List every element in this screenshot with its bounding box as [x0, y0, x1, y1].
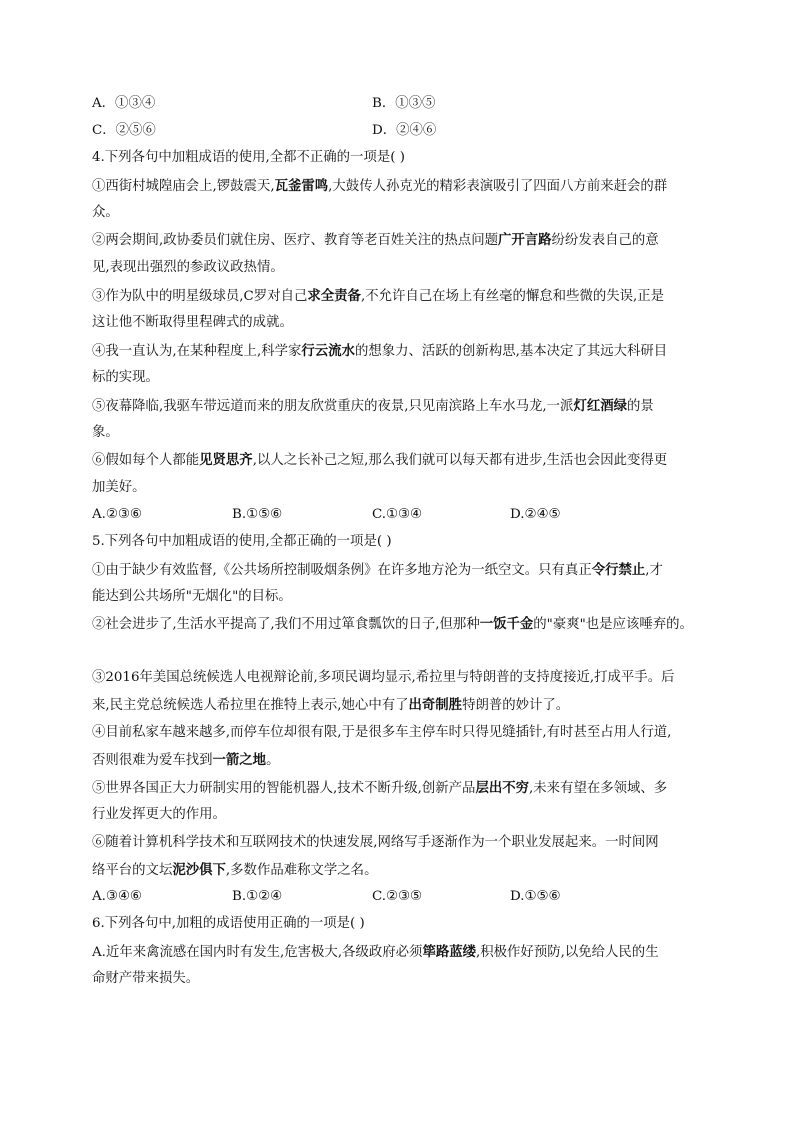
q5-stem: 5.下列各句中加粗成语的使用,全都正确的一项是( ) — [92, 534, 392, 549]
q5-item-3-cont: 来,民主党总统候选人希拉里在推特上表示,她心中有了出奇制胜特朗普的妙计了。 — [92, 697, 570, 713]
q4-item-2-cont: 见,表现出强烈的参政议政热情。 — [92, 260, 284, 275]
q5-item-5-cont: 行业发挥更大的作用。 — [92, 807, 226, 822]
q5-option-a: A.③④⑥ — [92, 889, 142, 904]
q6-option-a: A.近年来禽流感在国内时有发生,危害极大,各级政府必须筚路蓝缕,积极作好预防,以免给人民的生 — [92, 944, 659, 960]
q4-option-a: A.②③⑥ — [92, 507, 142, 522]
q5-item-1: ①由于缺少有效监督,《公共场所控制吸烟条例》在许多地方沦为一纸空文。只有真正令行禁止,才 — [92, 562, 663, 578]
q4-item-6-cont: 加美好。 — [92, 480, 146, 495]
q6-option-a-cont: 命财产带来损失。 — [92, 971, 200, 986]
q4-item-5-cont: 象。 — [92, 425, 119, 440]
q3-option-d: D．②④⑥ — [372, 123, 437, 138]
q4-item-4: ④我一直认为,在某种程度上,科学家行云流水的想象力、活跃的创新构思,基本决定了其远大科研目 — [92, 343, 668, 359]
q4-option-c: C.①③④ — [372, 507, 423, 522]
q4-item-3-cont: 这让他不断取得里程碑式的成就。 — [92, 315, 293, 330]
q5-option-b: B.①②④ — [232, 889, 283, 904]
q3-option-a: A．①③④ — [92, 96, 156, 111]
q4-item-5: ⑤夜幕降临,我驱车带远道而来的朋友欣赏重庆的夜景,只见南滨路上车水马龙,一派灯红酒绿的景 — [92, 398, 654, 414]
q5-item-3: ③2016年美国总统候选人电视辩论前,多项民调均显示,希拉里与特朗普的支持度接近,打成平手。后 — [92, 670, 675, 685]
q5-option-d: D.①⑤⑥ — [510, 889, 561, 904]
q3-option-b: B．①③⑤ — [372, 96, 436, 111]
q5-item-2: ②社会进步了,生活水平提高了,我们不用过箪食瓢饮的日子,但那种一饭千金的"豪爽"也是应该唾弃的。 — [92, 616, 693, 632]
q5-item-6: ⑥随着计算机科学技术和互联网技术的快速发展,网络写手逐渐作为一个职业发展起来。一时间网 — [92, 835, 659, 850]
q5-item-6-cont: 络平台的文坛泥沙俱下,多数作品难称文学之名。 — [92, 862, 378, 878]
q5-option-c: C.②③⑤ — [372, 889, 423, 904]
q4-stem: 4.下列各句中加粗成语的使用,全都不正确的一项是( ) — [92, 150, 405, 165]
q4-item-3: ③作为队中的明星级球员,C罗对自己求全责备,不允许自己在场上有丝毫的懈怠和些微的失误,正是 — [92, 288, 665, 304]
q4-item-1-cont: 众。 — [92, 205, 119, 220]
q4-item-6: ⑥假如每个人都能见贤思齐,以人之长补己之短,那么我们就可以每天都有进步,生活也会因此变得更 — [92, 452, 668, 468]
q5-item-1-cont: 能达到公共场所"无烟化"的目标。 — [92, 589, 292, 604]
q4-item-4-cont: 标的实现。 — [92, 370, 159, 385]
q6-stem: 6.下列各句中,加粗的成语使用正确的一项是( ) — [92, 916, 365, 931]
q3-option-c: C．②⑤⑥ — [92, 123, 156, 138]
q5-item-5: ⑤世界各国正大力研制实用的智能机器人,技术不断升级,创新产品层出不穷,未来有望在多领域、多 — [92, 780, 668, 796]
q4-item-2: ②两会期间,政协委员们就住房、医疗、教育等老百姓关注的热点问题广开言路纷纷发表自己的意 — [92, 232, 659, 248]
q4-item-1: ①西街村城隍庙会上,锣鼓震天,瓦釜雷鸣,大鼓传人孙克光的精彩表演吸引了四面八方前来赶会的群 — [92, 178, 668, 194]
q5-item-4-cont: 否则很难为爱车找到一箭之地。 — [92, 752, 280, 768]
q4-option-d: D.②④⑤ — [510, 507, 561, 522]
q5-item-4: ④目前私家车越来越多,而停车位却很有限,于是很多车主停车时只得见缝插针,有时甚至占用人行道, — [92, 725, 672, 740]
q4-option-b: B.①⑤⑥ — [232, 507, 283, 522]
